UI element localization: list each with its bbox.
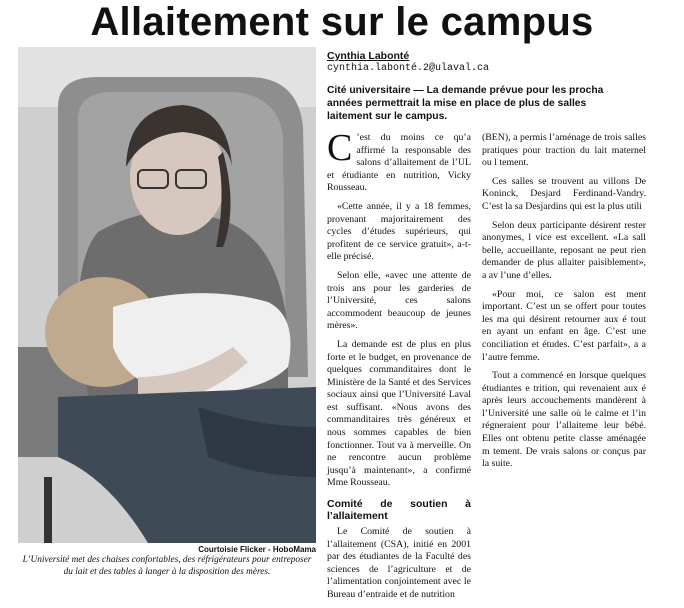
article-photo bbox=[18, 47, 316, 543]
paragraph-text: ’est du moins ce qu’a affirmé la responsable des salons d’allaitement de l’UL et étudiante en nutrition, Vicky Rousseau. bbox=[327, 132, 471, 194]
article-lede bbox=[327, 84, 684, 123]
nursing-mother-illustration bbox=[18, 47, 316, 543]
paragraph: Selon elle, «avec une attente de trois ans pour les garderies de l’Université, ces salons accommodent beaucoup de jeunes mères». bbox=[327, 269, 471, 332]
paragraph: «Cette année, il y a 18 femmes, provenant majoritairement des cycles d’études supérieurs, qui profitent de ce service gratuit», a-t-elle précisé. bbox=[327, 200, 471, 263]
headline: Allaitement sur le campus bbox=[90, 0, 594, 44]
paragraph: Tout a commencé en lorsque quelques étudiantes e trition, qui revenaient aux é après leurs accouchements mandèrent à l’Université une salle où le calme et l’in régneraient pour l’allaiteme leur bébé. Elles ont obtenu petite classe aménagée m tement. De vrais salons or conçus par la suite. bbox=[482, 370, 646, 470]
author-email[interactable]: cynthia.labonté.2@ulaval.ca bbox=[327, 63, 490, 74]
paragraph bbox=[327, 127, 471, 195]
lede-line: laitement sur le campus. bbox=[327, 111, 448, 122]
lede-line: années permettrait la mise en place de plus de salles bbox=[327, 98, 587, 109]
article-column-2 bbox=[482, 132, 684, 477]
section-subheading: Comité de soutien à l’allaitement bbox=[327, 498, 471, 523]
article-column-1 bbox=[327, 127, 471, 608]
drop-cap: C bbox=[327, 127, 353, 169]
paragraph: «Pour moi, ce salon est ment important. C’est un se offert pour toutes les ma qui désirent retourner aux é tout en ayant un enfant en âge. C’est une conciliation et études. C’est parfait», a a l’autre femme. bbox=[482, 288, 646, 363]
paragraph: Le Comité de soutien à l’allaitement (CSA), initié en 2001 par des étudiantes de la Faculté des sciences de l’agriculture et de l’alimentation conjointement avec le Bureau d’entraide et de nutrition bbox=[327, 526, 471, 600]
photo-caption: L’Université met des chaises confortables, des réfrigérateurs pour entreposer du lait et des tables à langer à la disposition des mères. bbox=[22, 555, 312, 577]
paragraph: Ces salles se trouvent au villons De Koninck, Desjard Ferdinand-Vandry. C’est la sa Desjardins qui est la plus utili bbox=[482, 175, 646, 212]
paragraph: (BEN), a permis l’aménage de trois salles pratiques pour traction du lait maternel ou l tement. bbox=[482, 132, 646, 169]
author-name[interactable]: Cynthia Labonté bbox=[327, 50, 410, 62]
paragraph: La demande est de plus en plus forte et le budget, en provenance de quelques commanditaires dont le Ministère de la Santé et des Services sociaux ainsi que l’Université Laval est suffisant. «Nous avons des commanditaires très généreux et nous sommes capables de bien fonctionner. Tout va à merveille. On ne rencontre aucun problème jusqu’à maintenant», a confirmé Mme Rousseau. bbox=[327, 338, 471, 489]
photo-credit: Courtoisie Flicker - HoboMama bbox=[198, 545, 316, 554]
lede-line: Cité universitaire — La demande prévue pour les procha bbox=[327, 85, 604, 96]
paragraph: Selon deux participante désirent rester anonymes, l vice est excellent. «La sall belle, accueillante, reposant ne peut rien demander de plus allaiter paisiblement», a av l’une d’elles. bbox=[482, 219, 646, 281]
